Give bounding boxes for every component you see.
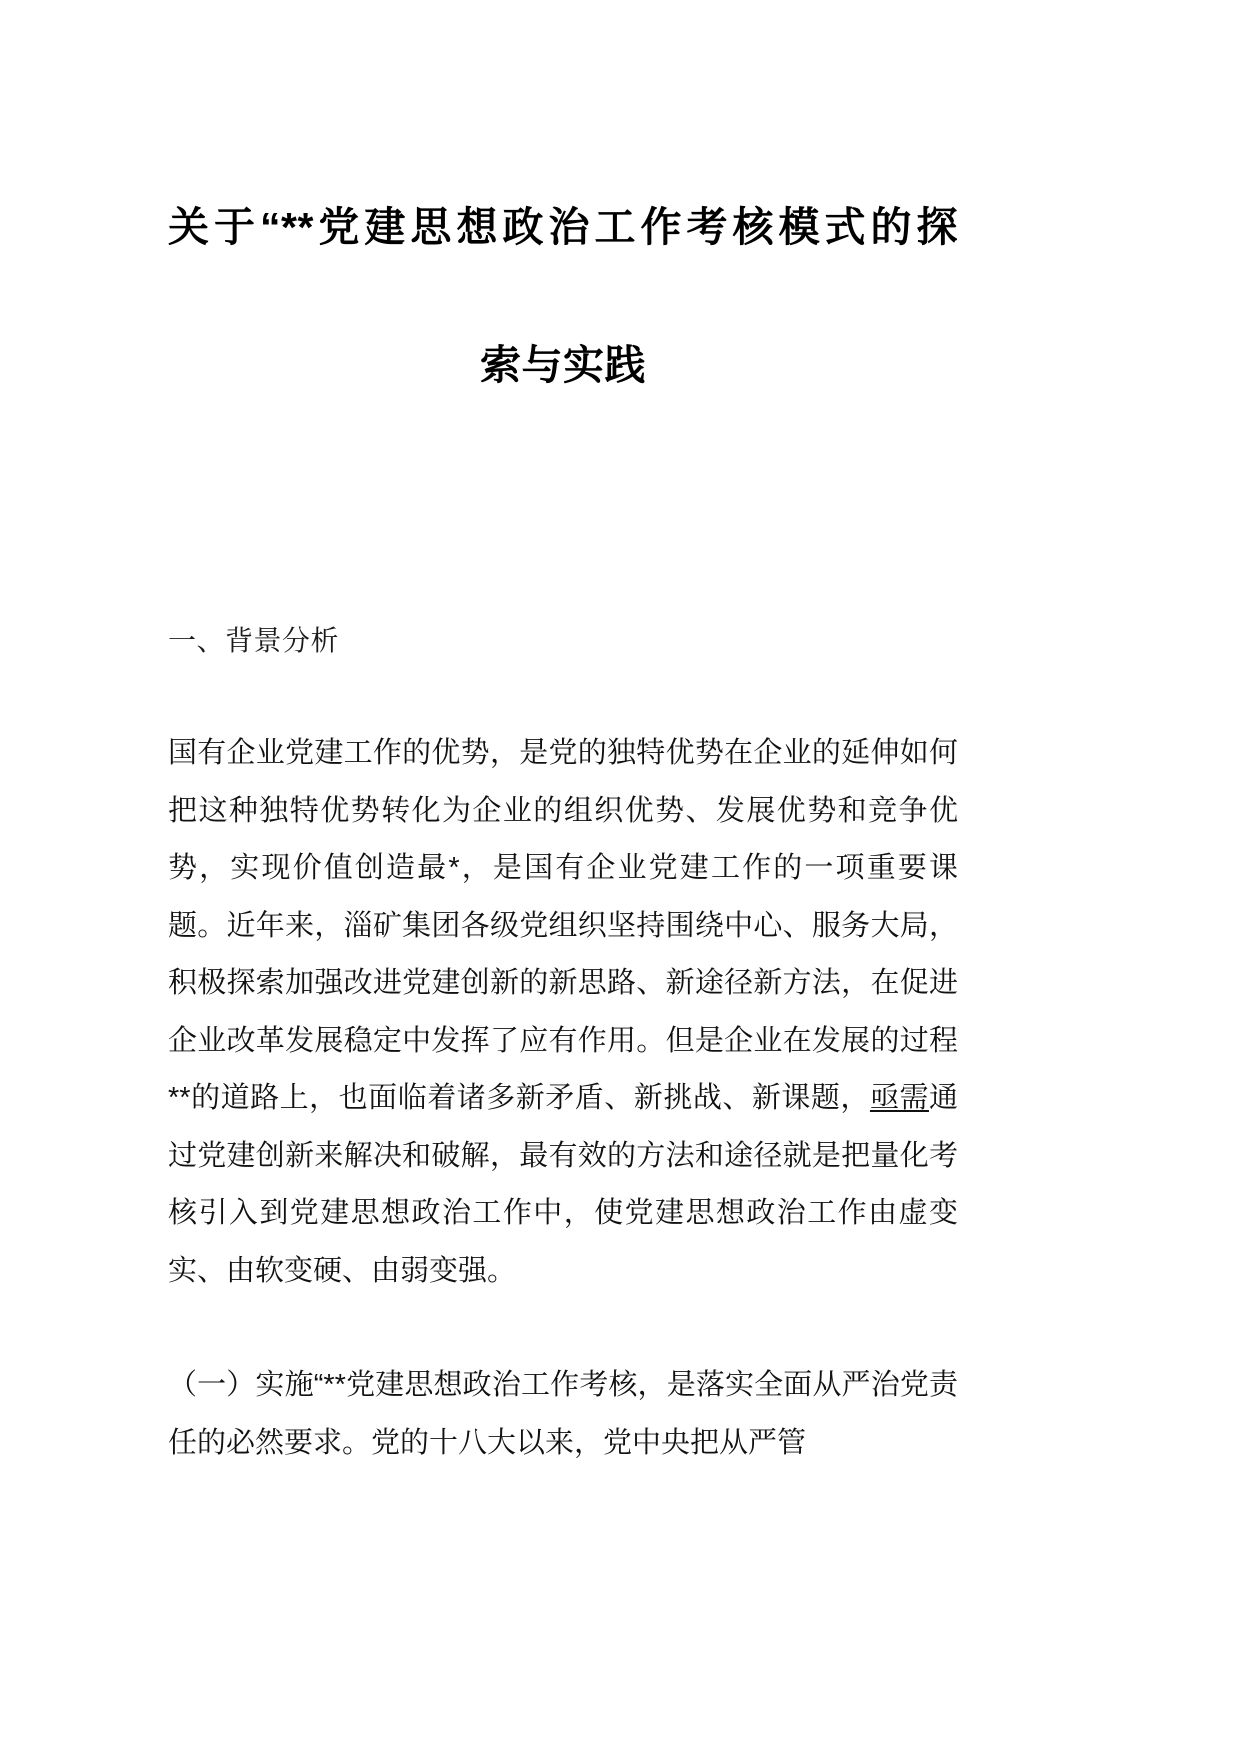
page-title — [168, 0, 958, 434]
section-heading-background-analysis: 一、背景分析 — [168, 625, 340, 656]
page-content — [168, 0, 958, 1472]
paragraph-text-before-underline: 国有企业党建工作的优势，是党的独特优势在企业的延伸如何把这种独特优势转化为企业的组织优势、发展优势和竞争优势，实现价值创造最*，是国有企业党建工作的一项重要课题。近年来，淄矿集团各级党组织坚持围绕中心、服务大局，积极探索加强改进党建创新的新思路、新途径新方法，在促进企业改革发展稳定中发挥了应有作用。但是企业在发展的过程**的道路上，也面临着诸多新矛盾、新挑战、新课题， — [168, 737, 958, 1114]
subsection-paragraph-text: （一）实施“**党建思想政治工作考核，是落实全面从严治党责任的必然要求。党的十八大以来，党中央把从严管 — [168, 1369, 958, 1459]
background-paragraph — [168, 663, 958, 1300]
title-line-1: 关于“**党建思想政治工作考核模式的探 — [168, 204, 958, 250]
title-line-2: 索与实践 — [480, 342, 646, 388]
subsection-paragraph — [168, 1300, 958, 1472]
paragraph-underlined-text: 亟需 — [869, 1082, 929, 1114]
paragraph-text-after-underline: 通过党建创新来解决和破解，最有效的方法和途径就是把量化考核引入到党建思想政治工作中，使党建思想政治工作由虚变实、由软变硬、由弱变强。 — [168, 1082, 958, 1287]
